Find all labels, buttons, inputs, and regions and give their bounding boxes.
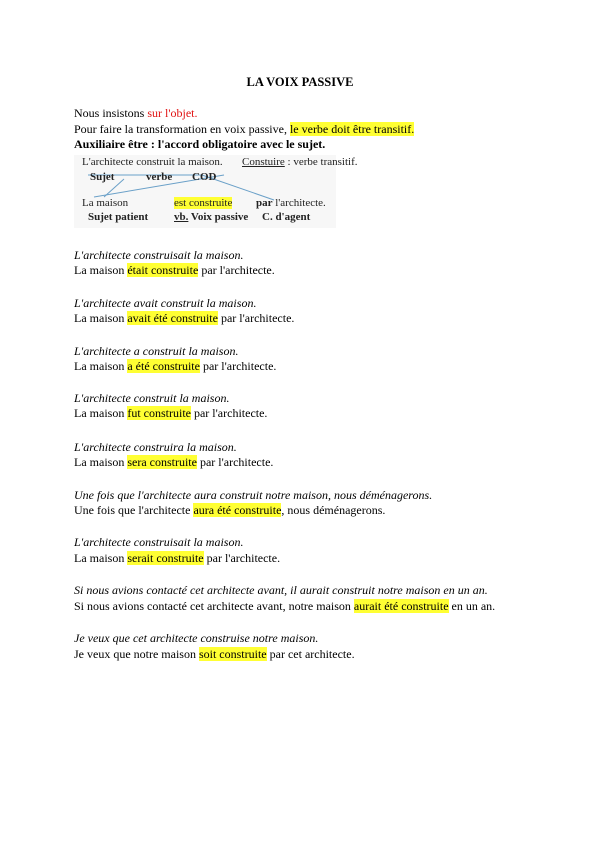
agent-par: par xyxy=(256,197,273,209)
example-passive xyxy=(74,599,495,613)
passive-highlight: a été construite xyxy=(127,359,200,373)
passive-schema xyxy=(74,155,358,228)
passive-pre: Une fois que l'architecte xyxy=(74,503,194,517)
example-passive xyxy=(74,406,267,420)
passive-highlight: sera construite xyxy=(127,455,197,469)
passive-subject: La maison xyxy=(82,197,129,209)
label-voix xyxy=(174,211,248,223)
passive-post: par l'architecte. xyxy=(203,551,281,565)
passive-highlight: serait construite xyxy=(127,551,204,565)
passive-verb: est construite xyxy=(174,197,233,209)
passive-post: par l'architecte. xyxy=(199,359,277,373)
example-passive xyxy=(74,647,355,661)
intro-line-1 xyxy=(74,106,198,120)
passive-agent xyxy=(256,197,326,209)
passive-post: par l'architecte. xyxy=(217,311,295,325)
example-active: L'architecte construira la maison. xyxy=(74,440,237,454)
passive-pre: La maison xyxy=(74,551,128,565)
example-passive xyxy=(74,503,385,517)
example-passive xyxy=(74,311,294,325)
schema-note-verb: Constuire xyxy=(242,156,285,168)
passive-pre: Si nous avions contacté cet architecte avant, notre maison xyxy=(74,599,354,613)
passive-highlight: aurait été construite xyxy=(353,599,449,613)
passive-pre: La maison xyxy=(74,311,128,325)
page-title: LA VOIX PASSIVE xyxy=(246,75,354,89)
example-active: L'architecte avait construit la maison. xyxy=(74,296,257,310)
intro-text: Nous insistons xyxy=(74,106,148,120)
passive-post: par l'architecte. xyxy=(198,263,275,277)
intro-highlight: le verbe doit être transitif. xyxy=(289,122,415,136)
schema-note-rest: : verbe transitif. xyxy=(284,156,358,168)
example-active: L'architecte construisait la maison. xyxy=(74,248,244,262)
example-active: L'architecte a construit la maison. xyxy=(74,344,239,358)
example-active: Une fois que l'architecte aura construit notre maison, nous déménagerons. xyxy=(74,488,433,502)
label-agent: C. d'agent xyxy=(262,211,311,223)
example-active: Je veux que cet architecte construise notre maison. xyxy=(74,631,319,645)
passive-pre: La maison xyxy=(74,406,128,420)
example-passive xyxy=(74,359,276,373)
schema-note xyxy=(242,156,357,168)
intro-line-3: Auxiliaire être : l'accord obligatoire avec le sujet. xyxy=(74,137,326,151)
intro-line-2 xyxy=(74,122,414,136)
passive-pre: La maison xyxy=(74,455,128,469)
intro-red-text: sur l'objet. xyxy=(147,106,198,120)
passive-pre: La maison xyxy=(74,263,128,277)
label-verbe: verbe xyxy=(146,171,173,183)
passive-pre: Je veux que notre maison xyxy=(74,647,199,661)
label-sujet: Sujet xyxy=(90,171,115,183)
passive-post: , nous déménagerons. xyxy=(281,503,386,517)
label-cod: COD xyxy=(192,171,217,183)
schema-sentence: L'architecte construit la maison. xyxy=(82,156,223,168)
passive-highlight: aura été construite xyxy=(193,503,282,517)
passive-post: par cet architecte. xyxy=(266,647,355,661)
example-passive xyxy=(74,551,280,565)
agent-rest: l'architecte. xyxy=(275,197,326,209)
intro-text: Pour faire la transformation en voix passive, xyxy=(74,122,290,136)
passive-highlight: soit construite xyxy=(198,647,267,661)
example-passive xyxy=(74,263,275,277)
example-active: L'architecte construisait la maison. xyxy=(74,535,244,549)
passive-highlight: avait été construite xyxy=(127,311,218,325)
label-voix-text: Voix passive xyxy=(188,211,249,223)
label-patient: Sujet patient xyxy=(88,211,149,223)
label-vb: vb. xyxy=(174,211,189,223)
example-passive xyxy=(74,455,273,469)
passive-post: par l'architecte. xyxy=(196,455,274,469)
passive-pre: La maison xyxy=(74,359,128,373)
passive-post: en un an. xyxy=(448,599,496,613)
example-active: L'architecte construit la maison. xyxy=(74,391,230,405)
example-active: Si nous avions contacté cet architecte avant, il aurait construit notre maison en un an. xyxy=(74,583,488,597)
passive-post: par l'architecte. xyxy=(190,406,268,420)
passive-highlight: était construite xyxy=(127,263,199,277)
passive-highlight: fut construite xyxy=(127,406,191,420)
